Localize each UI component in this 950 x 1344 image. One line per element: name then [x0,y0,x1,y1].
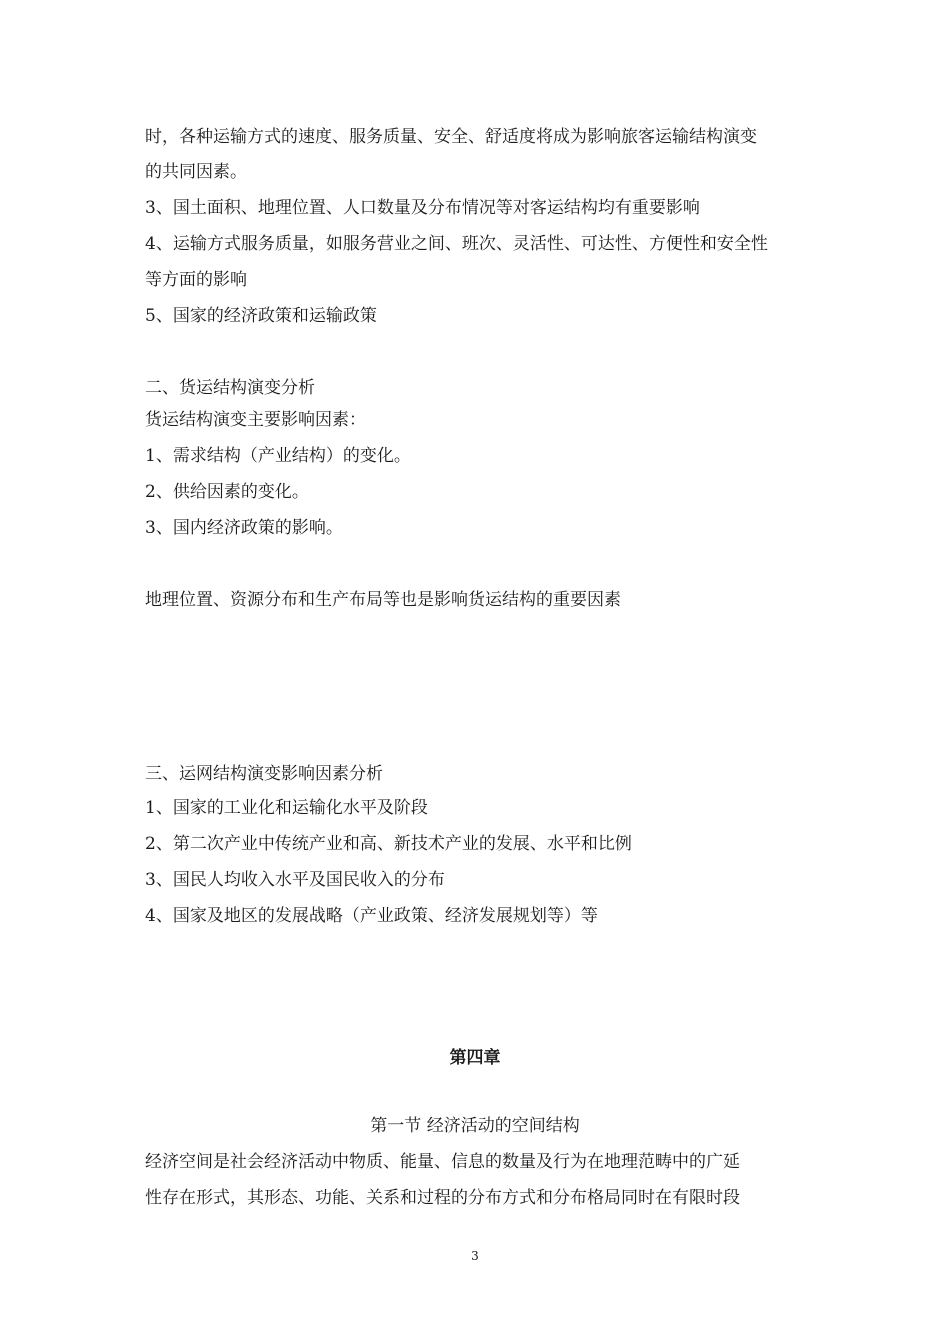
list-item: 3、国民人均收入水平及国民收入的分布 [145,870,445,890]
list-item: 4、运输方式服务质量，如服务营业之间、班次、灵活性、可达性、方便性和安全性 [145,234,768,254]
list-item: 3、国土面积、地理位置、人口数量及分布情况等对客运结构均有重要影响 [145,198,700,218]
paragraph-line: 性存在形式，其形态、功能、关系和过程的分布方式和分布格局同时在有限时段 [145,1188,740,1208]
section-heading-network: 三、运网结构演变影响因素分析 [145,764,383,784]
list-item: 1、需求结构（产业结构）的变化。 [145,446,411,466]
paragraph-line: 经济空间是社会经济活动中物质、能量、信息的数量及行为在地理范畴中的广延 [145,1152,740,1172]
list-item: 5、国家的经济政策和运输政策 [145,306,377,326]
section-heading-freight: 二、货运结构演变分析 [145,378,315,398]
section-title: 第一节 经济活动的空间结构 [370,1116,580,1136]
list-item: 2、供给因素的变化。 [145,482,309,502]
page-number: 3 [471,1249,479,1263]
chapter-title: 第四章 [449,1048,501,1068]
list-item: 3、国内经济政策的影响。 [145,518,343,538]
list-item: 1、国家的工业化和运输化水平及阶段 [145,798,428,818]
list-item-continuation: 等方面的影响 [145,270,247,290]
freight-note: 地理位置、资源分布和生产布局等也是影响货运结构的重要因素 [145,590,621,610]
list-item: 4、国家及地区的发展战略（产业政策、经济发展规划等）等 [145,906,598,926]
list-item: 2、第二次产业中传统产业和高、新技术产业的发展、水平和比例 [145,834,632,854]
freight-intro: 货运结构演变主要影响因素： [145,410,366,430]
paragraph-line: 时，各种运输方式的速度、服务质量、安全、舒适度将成为影响旅客运输结构演变 [145,127,757,147]
paragraph-line: 的共同因素。 [145,162,247,182]
